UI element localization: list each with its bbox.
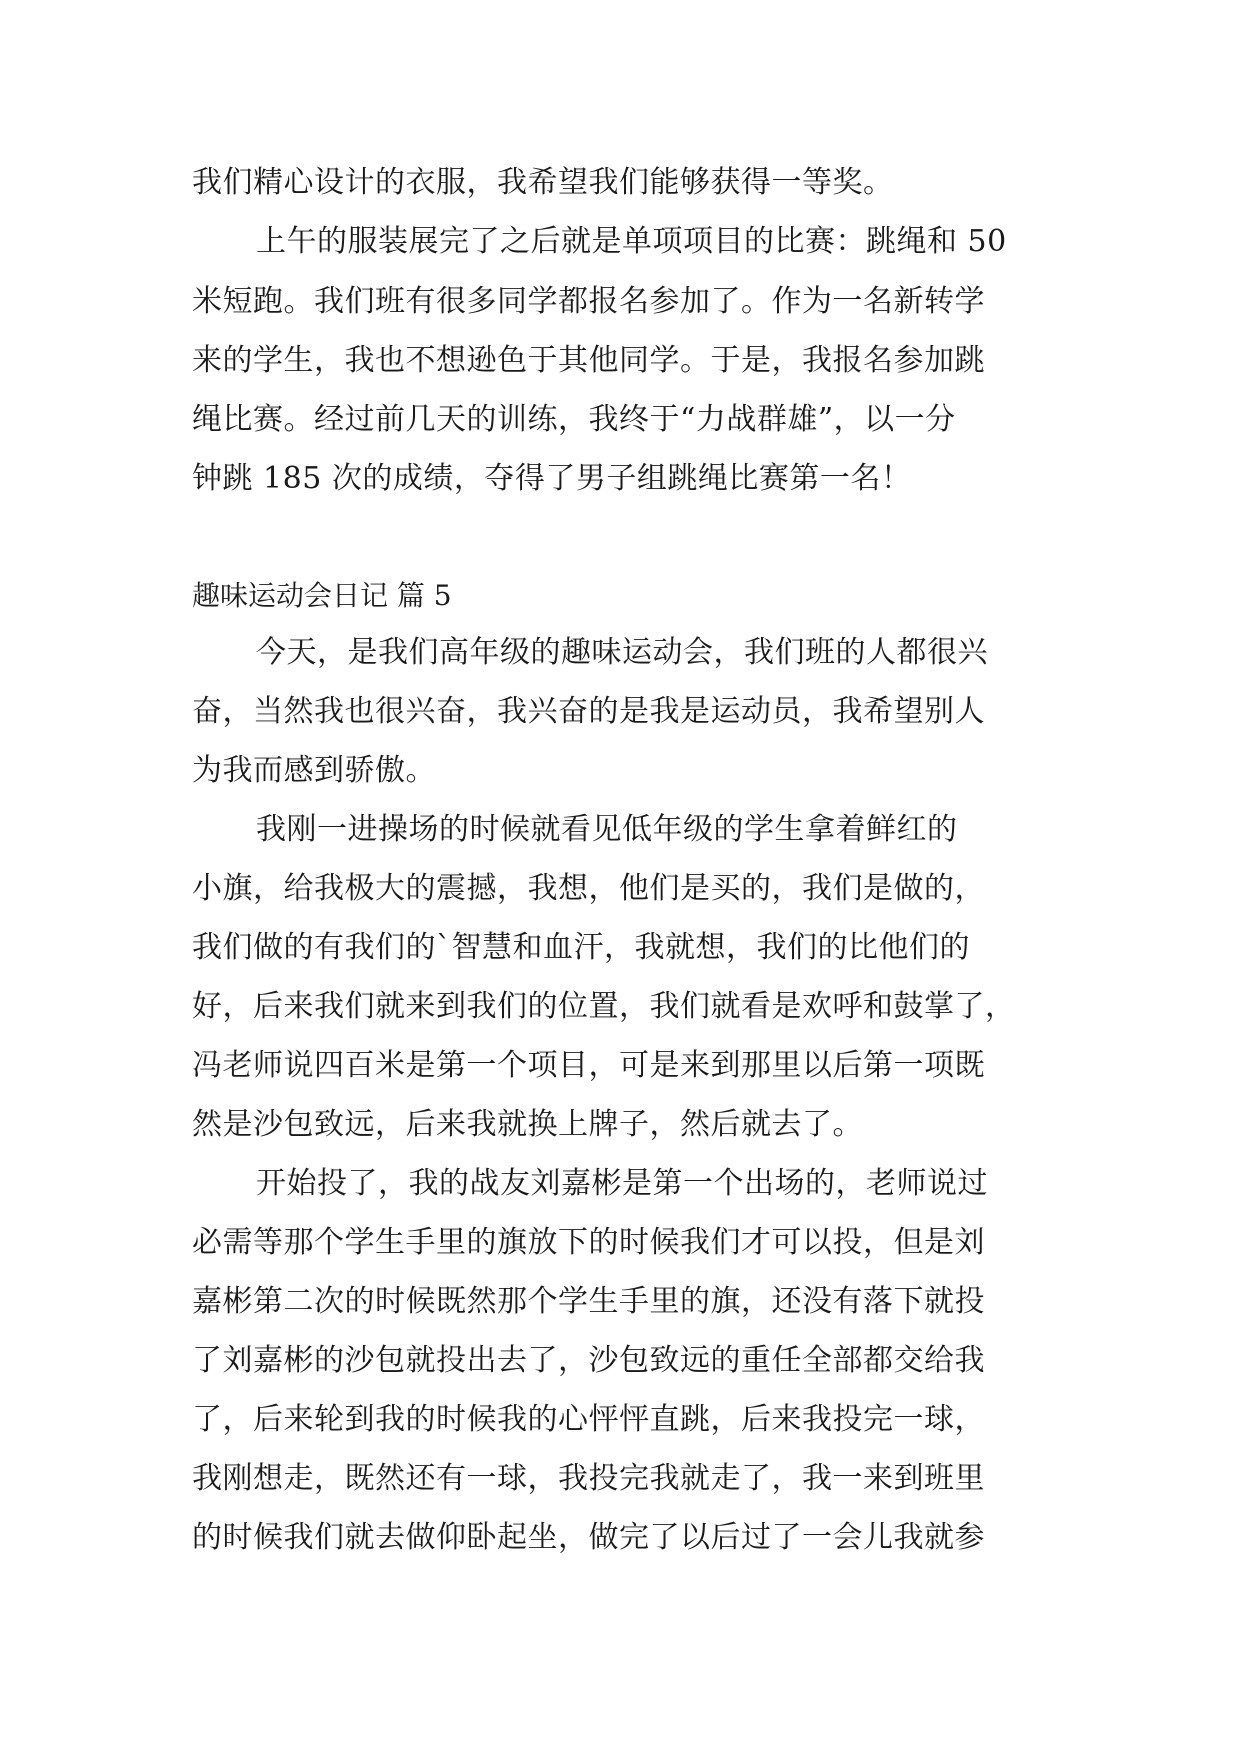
text-line: 小旗，给我极大的震撼，我想，他们是买的，我们是做的， (192, 871, 985, 906)
paragraph-first-line: 开始投了，我的战友刘嘉彬是第一个出场的，老师说过 (256, 1166, 988, 1201)
text-line: 冯老师说四百米是第一个项目，可是来到那里以后第一项既 (192, 1048, 985, 1083)
paragraph-first-line: 今天，是我们高年级的趣味运动会，我们班的人都很兴 (256, 635, 988, 670)
text-line: 绳比赛。经过前几天的训练，我终于“力战群雄”，以一分 (192, 402, 956, 437)
text-line: 的时候我们就去做仰卧起坐，做完了以后过了一会儿我就参 (192, 1520, 985, 1555)
text-line: 为我而感到骄傲。 (192, 753, 436, 788)
section-heading: 趣味运动会日记 篇 5 (192, 579, 452, 612)
text-line: 了，后来轮到我的时候我的心怦怦直跳，后来我投完一球， (192, 1402, 985, 1437)
text-line: 我们精心设计的衣服，我希望我们能够获得一等奖。 (192, 165, 894, 200)
text-line: 必需等那个学生手里的旗放下的时候我们才可以投，但是刘 (192, 1225, 985, 1260)
text-line: 好，后来我们就来到我们的位置，我们就看是欢呼和鼓掌了， (192, 989, 1016, 1024)
paragraph-first-line: 上午的服装展完了之后就是单项项目的比赛：跳绳和 50 (256, 224, 1007, 259)
text-line: 米短跑。我们班有很多同学都报名参加了。作为一名新转学 (192, 284, 985, 319)
text-line: 奋，当然我也很兴奋，我兴奋的是我是运动员，我希望别人 (192, 694, 985, 729)
text-line: 嘉彬第二次的时候既然那个学生手里的旗，还没有落下就投 (192, 1284, 985, 1319)
text-line: 来的学生，我也不想逊色于其他同学。于是，我报名参加跳 (192, 343, 985, 378)
text-line: 我们做的有我们的`智慧和血汗，我就想，我们的比他们的 (192, 930, 970, 965)
text-line: 我刚想走，既然还有一球，我投完我就走了，我一来到班里 (192, 1461, 985, 1496)
text-line: 了刘嘉彬的沙包就投出去了，沙包致远的重任全部都交给我 (192, 1343, 985, 1378)
text-line: 然是沙包致远，后来我就换上牌子，然后就去了。 (192, 1107, 863, 1142)
text-line: 钟跳 185 次的成绩，夺得了男子组跳绳比赛第一名！ (192, 461, 912, 496)
paragraph-first-line: 我刚一进操场的时候就看见低年级的学生拿着鲜红的 (256, 812, 958, 847)
